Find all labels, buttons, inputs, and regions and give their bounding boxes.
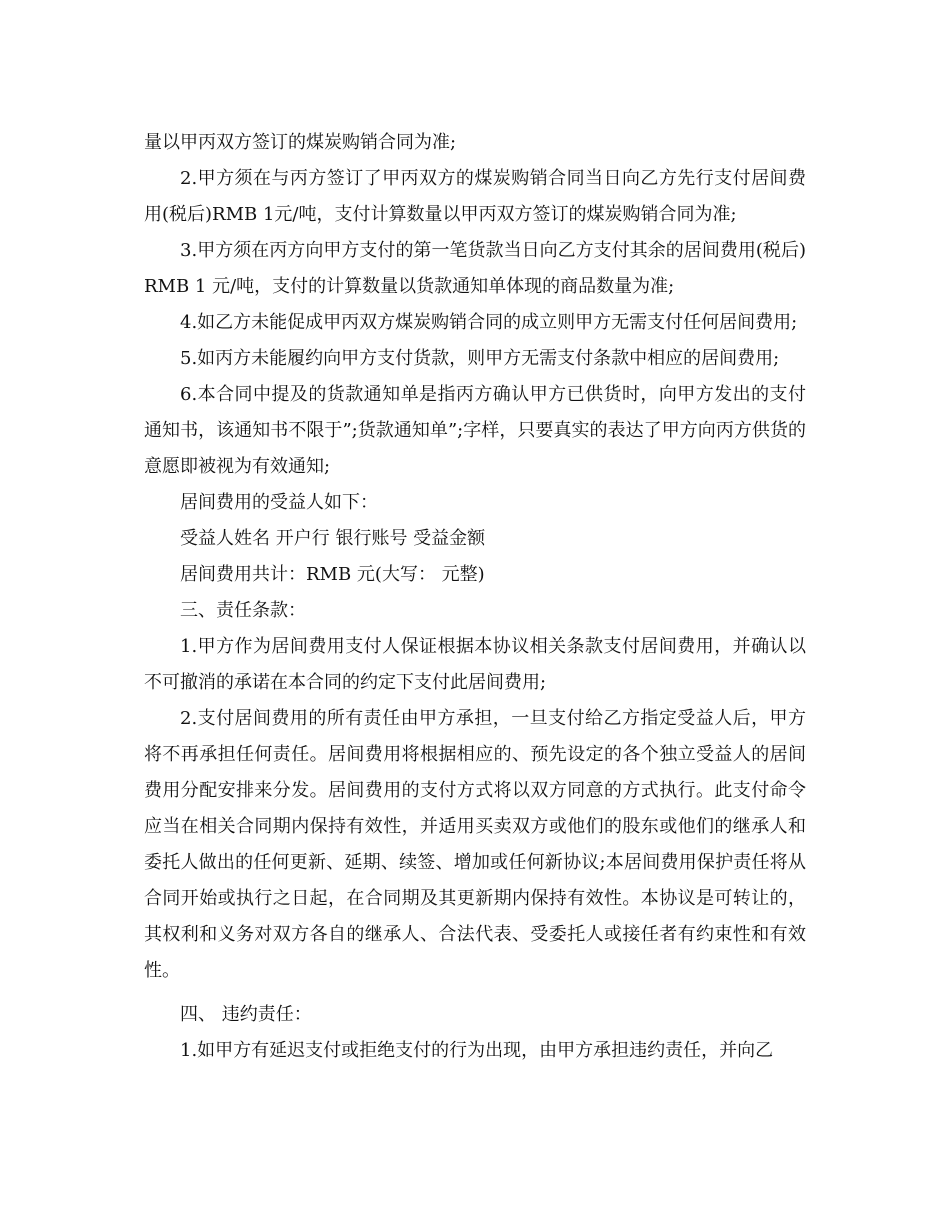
paragraph-beneficiary-fields: 受益人姓名 开户行 银行账号 受益金额 — [180, 528, 486, 549]
section-heading-breach: 四、 违约责任： — [180, 1004, 312, 1025]
paragraph-beneficiary-intro: 居间费用的受益人如下： — [180, 492, 378, 513]
paragraph-clause-2: 2.甲方须在与丙方签订了甲丙双方的煤炭购销合同当日向乙方先行支付居间费用(税后)RMB 1元/吨，支付计算数量以甲丙双方签订的煤炭购销合同为准; — [144, 168, 806, 225]
paragraph-fee-total: 居间费用共计：RMB 元(大写： 元整) — [180, 564, 485, 585]
section-heading-liability: 三、责任条款： — [180, 600, 306, 621]
paragraph-clause-5: 5.如丙方未能履约向甲方支付货款，则甲方无需支付条款中相应的居间费用; — [180, 348, 780, 369]
paragraph-breach-1: 1.如甲方有延迟支付或拒绝支付的行为出现，由甲方承担违约责任，并向乙 — [180, 1040, 774, 1061]
paragraph-liability-2: 2.支付居间费用的所有责任由甲方承担，一旦支付给乙方指定受益人后，甲方将不再承担任何责任。居间费用将根据相应的、预先设定的各个独立受益人的居间费用分配安排来分发。居间费用的支付方式将以双方同意的方式执行。此支付命令应当在相关合同期内保持有效性，并适用买卖双方或他们的股东或他们的继承人和委托人做出的任何更新、延期、续签、增加或任何新协议;本居间费用保护责任将从合同开始或执行之日起，在合同期及其更新期内保持有效性。本协议是可转让的，其权利和义务对双方各自的继承人、合法代表、受委托人或接任者有约束性和有效性。 — [144, 708, 806, 981]
paragraph-clause-4: 4.如乙方未能促成甲丙双方煤炭购销合同的成立则甲方无需支付任何居间费用; — [180, 312, 798, 333]
paragraph-continuation: 量以甲丙双方签订的煤炭购销合同为准; — [144, 132, 457, 153]
paragraph-clause-6: 6.本合同中提及的货款通知单是指丙方确认甲方已供货时，向甲方发出的支付通知书，该通知书不限于”;货款通知单”;字样，只要真实的表达了甲方向丙方供货的意愿即被视为有效通知; — [144, 384, 806, 477]
document-body — [144, 125, 806, 1069]
paragraph-clause-3: 3.甲方须在丙方向甲方支付的第一笔货款当日向乙方支付其余的居间费用(税后)RMB 1 元/吨，支付的计算数量以货款通知单体现的商品数量为准; — [144, 240, 806, 297]
paragraph-liability-1: 1.甲方作为居间费用支付人保证根据本协议相关条款支付居间费用，并确认以不可撤消的承诺在本合同的约定下支付此居间费用; — [144, 636, 806, 693]
